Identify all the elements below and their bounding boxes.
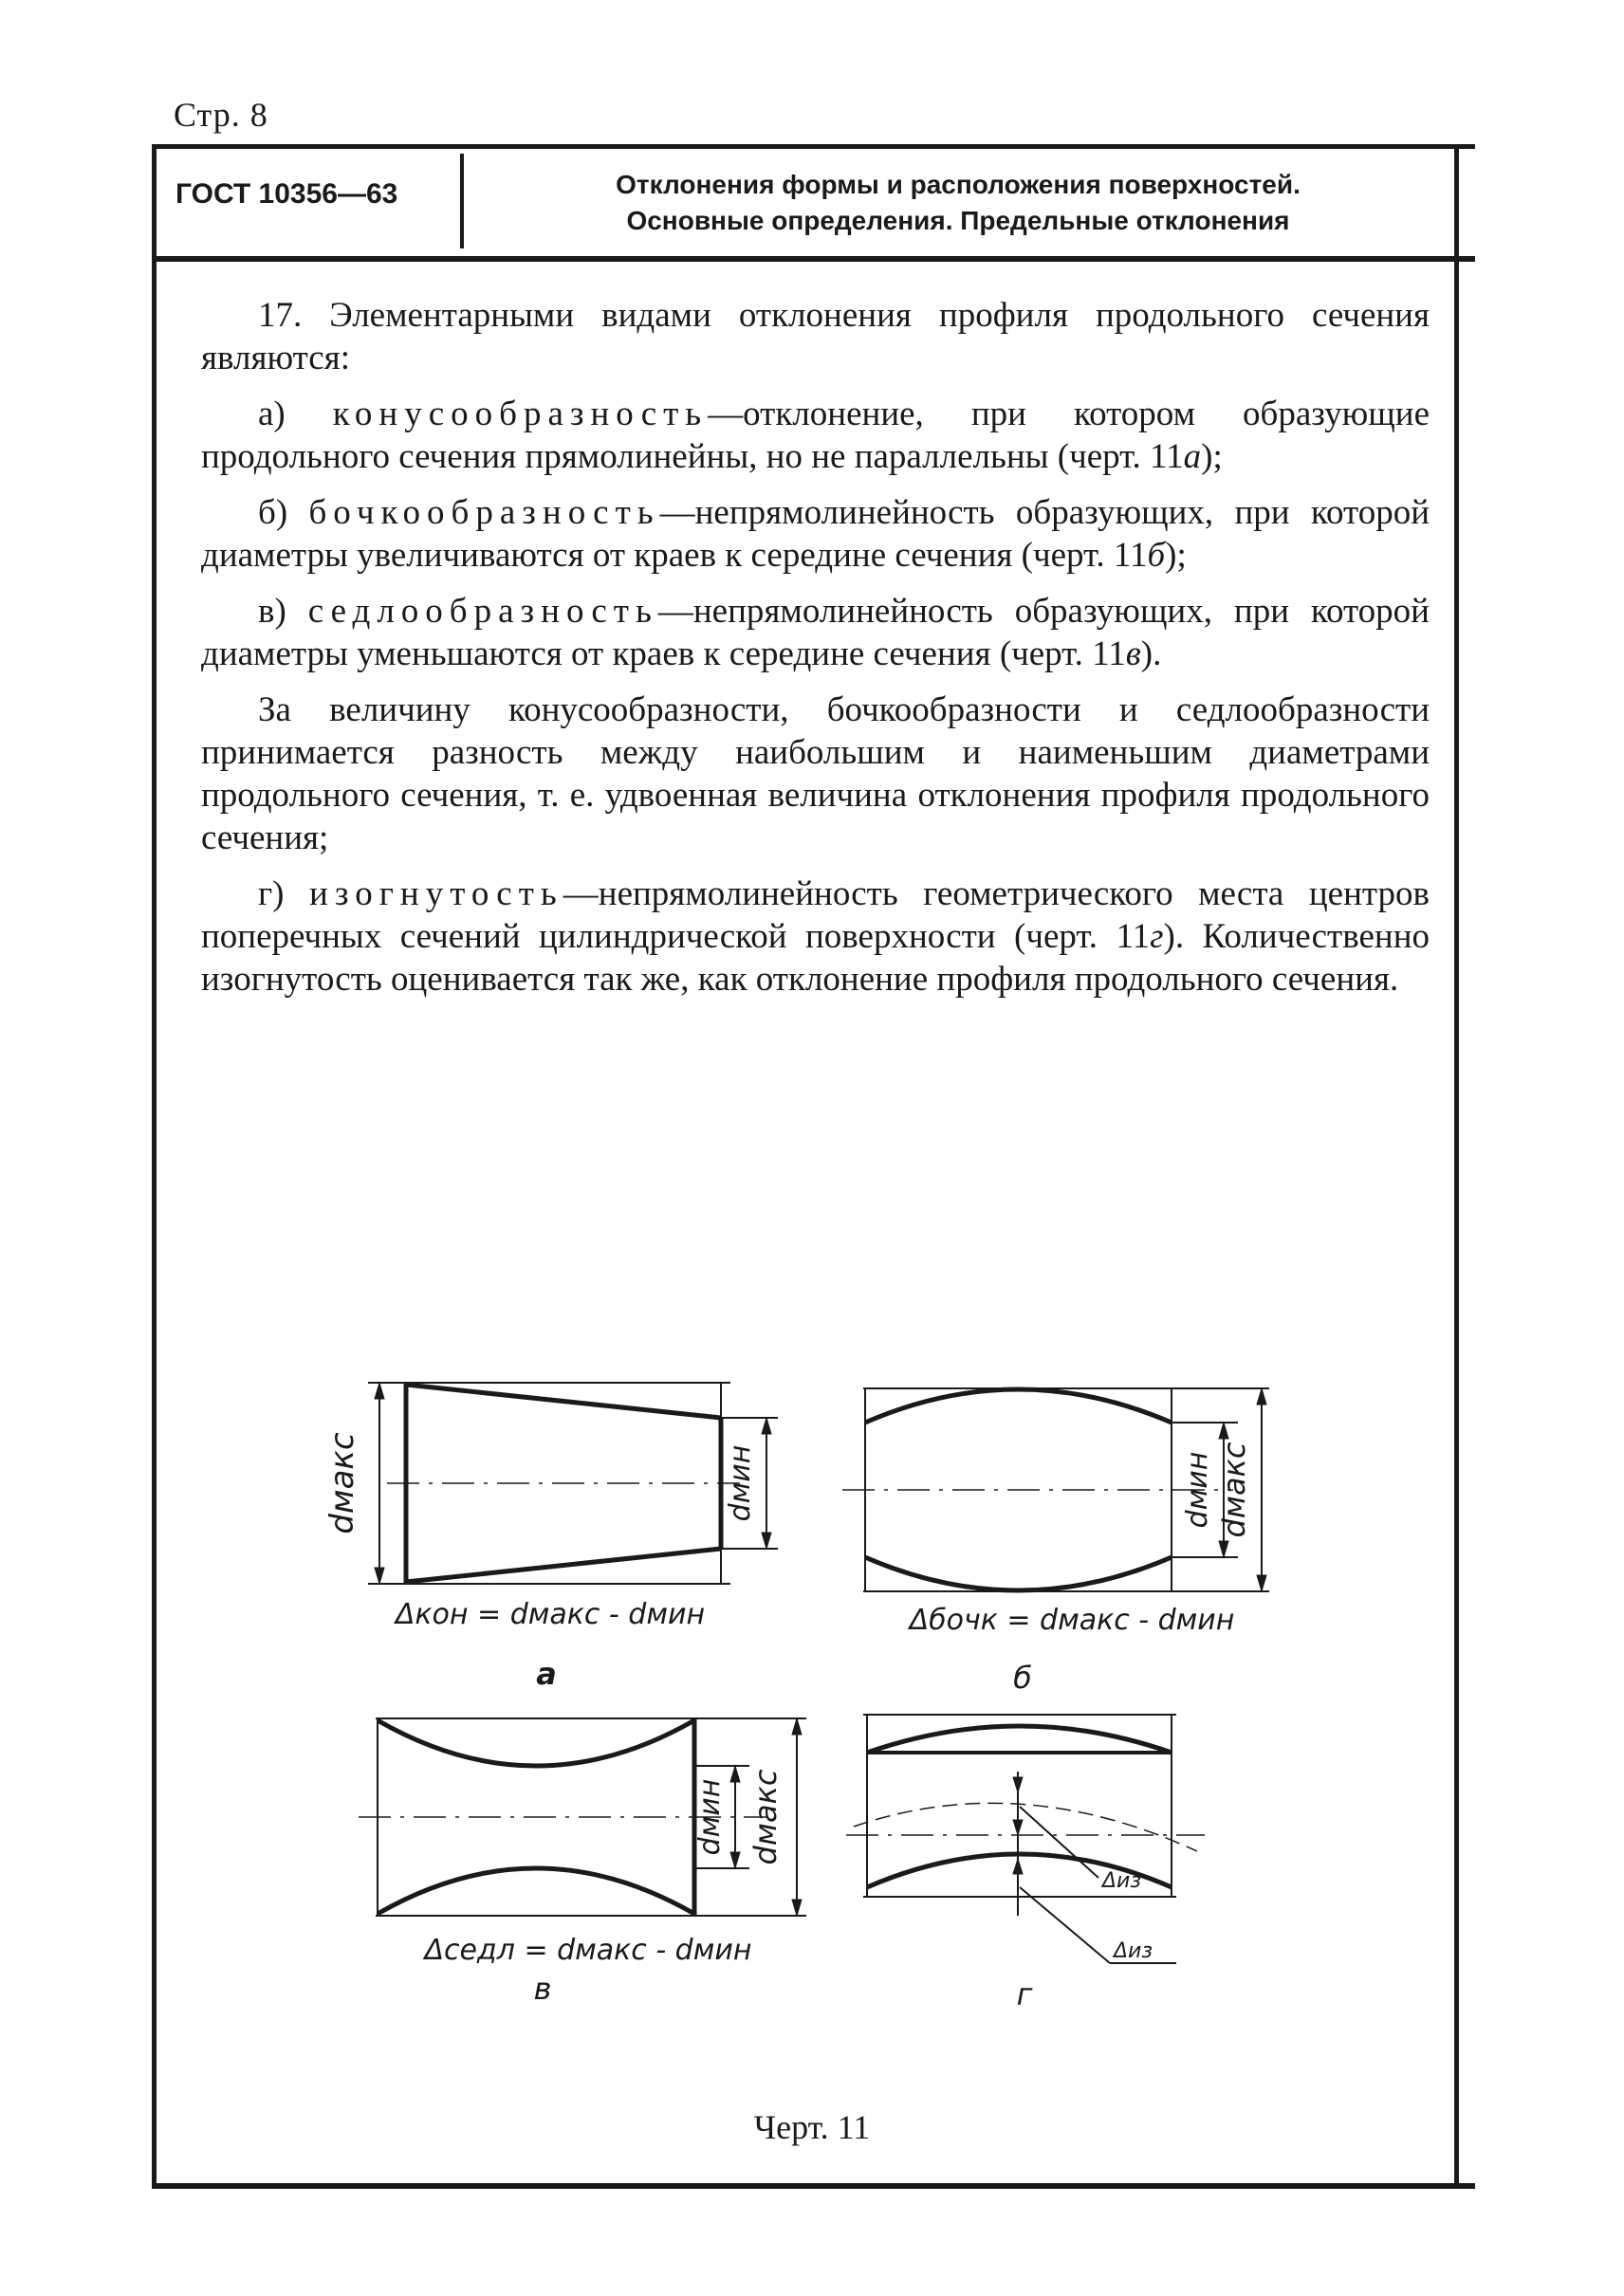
label-dmax-a: dмакс xyxy=(323,1432,361,1534)
item-prefix: в) xyxy=(258,592,308,631)
formula-saddle: Δседл = dмакс - dмин xyxy=(424,1934,752,1967)
arrowhead xyxy=(1013,1859,1023,1874)
item-prefix: б) xyxy=(258,493,309,532)
definition-text: —непрямолинейность образующих, при которой диаметры увеличиваются от краев к середине сечения (черт. 11 xyxy=(201,493,1430,575)
definition-text: —непрямолинейность образующих, при которой диаметры уменьшаются от краев к середине сечения (черт. 11 xyxy=(201,592,1430,673)
definition-end: ). xyxy=(1140,634,1162,673)
label-dmin-a: dмин xyxy=(724,1444,757,1522)
formula-conicity: Δкон = dмакс - dмин xyxy=(395,1598,706,1631)
letter-v: в xyxy=(533,1971,552,2007)
definition-end: ); xyxy=(1165,536,1187,575)
item-prefix: г) xyxy=(258,874,310,913)
profile-bottom-arc xyxy=(865,1557,1172,1590)
figure-g-bending xyxy=(846,1715,1205,1963)
standard-number: ГОСТ 10356—63 xyxy=(175,178,398,210)
definition-text: —непрямолинейность геометрического места центров поперечных сечений цилиндрической поверхности (черт. 11 xyxy=(201,874,1430,956)
term-saddle: седлообразность xyxy=(307,592,658,631)
arrowhead xyxy=(730,1766,740,1782)
term-conicity: конусообразность xyxy=(332,395,709,433)
leader-line xyxy=(1020,1807,1098,1878)
term-bending: изогнутость xyxy=(309,874,563,913)
arrowhead xyxy=(1257,1388,1266,1405)
arrowhead xyxy=(375,1568,384,1584)
label-dmin-b: dмин xyxy=(1181,1451,1214,1529)
definition-end: ). Количественно изогнутость оценивается так же, как отклонение профиля продольного сечения. xyxy=(201,917,1430,999)
arrowhead xyxy=(762,1533,771,1549)
paragraph-magnitude: За величину конусообразности, бочкообразности и седлообразности принимается разность между наибольшим и наименьшим диаметрами продольного сечения, т. е. удвоенная величина отклонения профиля продольного сечения; xyxy=(201,690,1430,857)
arrowhead xyxy=(1013,1777,1023,1792)
label-dmax-b: dмакс xyxy=(1216,1442,1252,1538)
paragraph-17: 17. Элементарными видами отклонения профиля продольного сечения являются: xyxy=(201,296,1430,377)
center-locus-curve xyxy=(854,1803,1197,1851)
term-barrel: бочкообразность xyxy=(308,493,660,532)
arrowhead xyxy=(1257,1575,1266,1591)
arrowhead xyxy=(1219,1423,1228,1439)
figure-caption: Черт. 11 xyxy=(753,2108,871,2146)
profile-top-arc xyxy=(865,1389,1172,1423)
leader-line xyxy=(1020,1887,1110,1963)
arrowhead xyxy=(375,1383,384,1399)
profile-bottom xyxy=(406,1549,721,1582)
arrowhead xyxy=(792,1900,802,1916)
letter-a: а xyxy=(536,1656,557,1692)
definition-end: ); xyxy=(1201,437,1223,476)
profile-top xyxy=(406,1385,721,1418)
title-line-1: Отклонения формы и расположения поверхностей. xyxy=(616,170,1301,199)
label-delta-lower: Δиз xyxy=(1114,1939,1153,1963)
arrowhead xyxy=(792,1718,802,1735)
letter-b: б xyxy=(1013,1660,1032,1696)
figure-ref: г xyxy=(1150,917,1164,956)
page-number: Стр. 8 xyxy=(174,96,268,134)
label-delta-upper: Δиз xyxy=(1102,1869,1142,1893)
figure-ref: а xyxy=(1183,437,1202,476)
arrowhead xyxy=(730,1852,740,1868)
arrowhead xyxy=(762,1418,771,1434)
formula-barrel: Δбочк = dмакс - dмин xyxy=(909,1604,1235,1637)
profile-top-arc xyxy=(378,1720,694,1766)
figure-ref: в xyxy=(1125,634,1141,673)
figure-a-conicity xyxy=(368,1383,778,1584)
definition-text: —отклонение, при котором образующие продольного сечения прямолинейны, но не параллельны (черт. 11 xyxy=(201,395,1430,476)
letter-g: г xyxy=(1016,1976,1033,2012)
figure-ref: б xyxy=(1147,536,1166,575)
arrowhead xyxy=(1013,1820,1023,1835)
upper-bent-profile xyxy=(867,1726,1172,1753)
label-dmin-v: dмин xyxy=(693,1778,727,1856)
item-prefix: а) xyxy=(258,395,333,433)
profile-bottom-arc xyxy=(378,1868,694,1914)
figure-v-saddle xyxy=(359,1718,806,1916)
arrowhead xyxy=(1219,1541,1228,1557)
title-line-2: Основные определения. Предельные отклонения xyxy=(626,206,1290,235)
label-dmax-v: dмакс xyxy=(747,1769,784,1865)
